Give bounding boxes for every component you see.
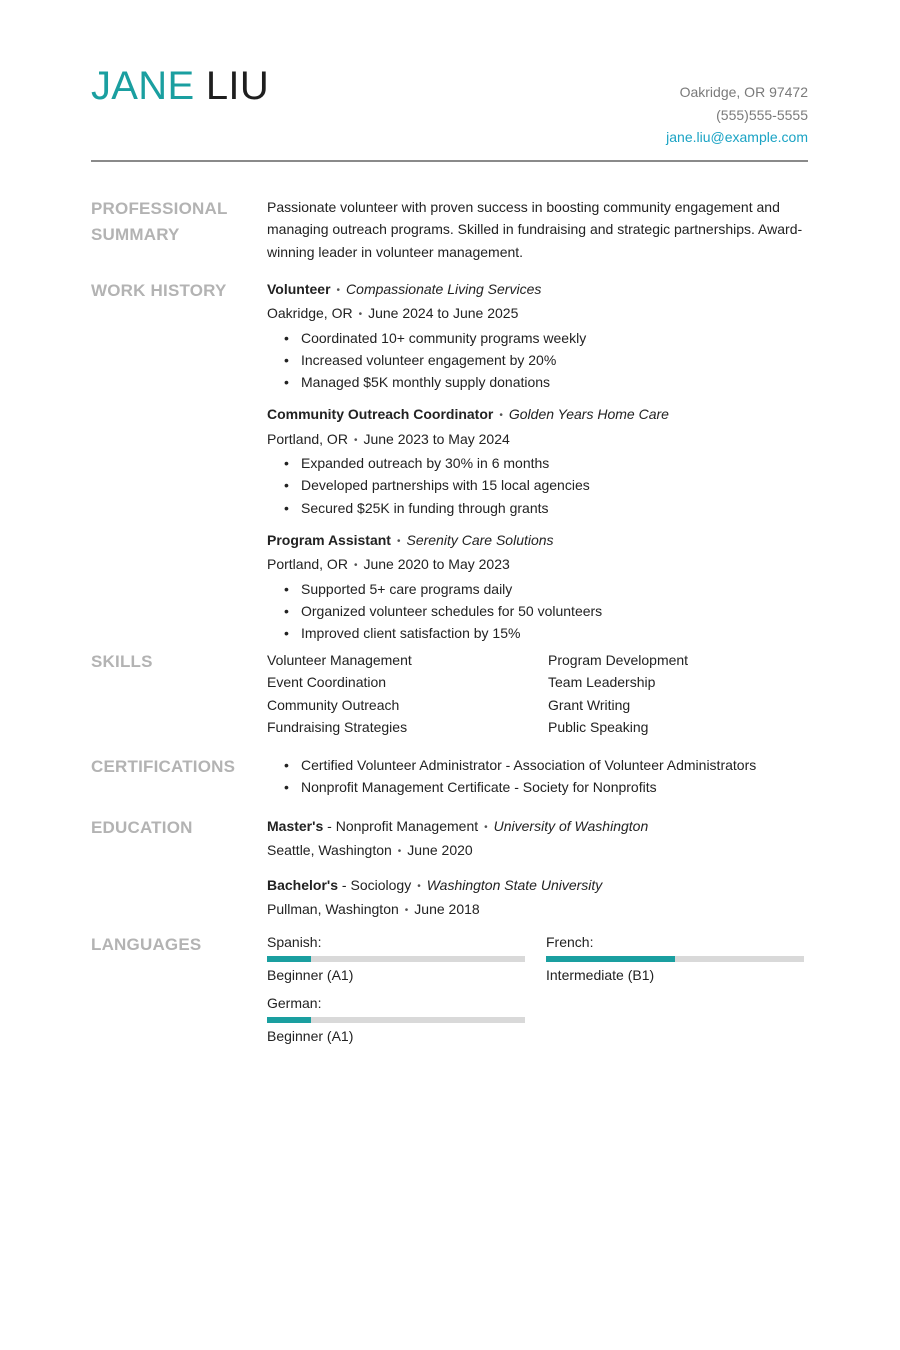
- phone: (555)555-5555: [716, 106, 808, 123]
- job-location: Oakridge, OR: [267, 305, 353, 322]
- job-bullet: • Expanded outreach by 30% in 6 months: [301, 452, 812, 474]
- graduation-date: June 2020: [407, 842, 473, 859]
- job-heading: [267, 529, 812, 553]
- contact-info: [666, 81, 808, 149]
- company-name: Serenity Care Solutions: [406, 531, 554, 548]
- job-bullets: [267, 452, 812, 519]
- job-dates: June 2023 to May 2024: [363, 430, 510, 447]
- graduation-date: June 2018: [414, 900, 480, 917]
- job-bullet: • Developed partnerships with 15 local agencies: [301, 474, 812, 496]
- degree: Master's: [267, 818, 324, 834]
- language-level: Beginner (A1): [267, 967, 354, 983]
- job-title: Community Outreach Coordinator: [267, 406, 494, 423]
- language-proficiency-bar: [546, 956, 804, 962]
- address: Oakridge, OR 97472: [679, 84, 808, 100]
- job-bullet: • Managed $5K monthly supply donations: [301, 371, 812, 393]
- language-proficiency-bar: [267, 956, 525, 962]
- language-name: German:: [267, 995, 322, 1011]
- education-body: [267, 815, 812, 932]
- candidate-name: [91, 64, 269, 108]
- language-name: French:: [546, 934, 594, 950]
- language-entry: [267, 993, 546, 1047]
- job-entry: [267, 529, 812, 644]
- job-bullets: [267, 327, 812, 394]
- languages-body: [267, 932, 812, 1047]
- job-bullet: • Supported 5+ care programs daily: [301, 578, 812, 600]
- certification-item: • Certified Volunteer Administrator - Association of Volunteer Administrators: [301, 754, 812, 776]
- first-name: JANE: [91, 64, 195, 108]
- education-meta: [267, 839, 812, 863]
- skill-item: Team Leadership: [548, 674, 656, 691]
- language-proficiency-fill: [267, 1017, 311, 1023]
- education-meta: [267, 898, 812, 922]
- job-dates: June 2020 to May 2023: [363, 556, 510, 573]
- section-title-education: EDUCATION: [91, 818, 193, 837]
- job-bullet: • Organized volunteer schedules for 50 volunteers: [301, 600, 812, 622]
- skills-body: [267, 649, 812, 738]
- resume-page: [91, 0, 808, 1044]
- job-bullet: • Secured $25K in funding through grants: [301, 497, 812, 519]
- separator-dot: •: [404, 904, 409, 916]
- languages-grid: [267, 932, 812, 1047]
- separator-dot: •: [353, 434, 358, 446]
- job-meta: [267, 302, 812, 326]
- skill-item: Grant Writing: [548, 696, 631, 713]
- job-bullet: • Increased volunteer engagement by 20%: [301, 349, 812, 371]
- school-name: University of Washington: [493, 818, 649, 834]
- summary-text: Passionate volunteer with proven success in boosting community engagement and managing outreach programs. Skilled in fundraising and strategic partnerships. Award-winning leader in volunteer management.: [267, 199, 803, 260]
- section-title-work-history: WORK HISTORY: [91, 281, 227, 300]
- section-title-languages: LANGUAGES: [91, 935, 202, 954]
- education-heading: Bachelor's - Sociology • Washington State University: [267, 876, 603, 893]
- language-proficiency-bar: [267, 1017, 525, 1023]
- section-title-skills: SKILLS: [91, 652, 153, 671]
- certifications-list: [267, 754, 812, 799]
- company-name: Compassionate Living Services: [346, 281, 542, 297]
- separator-dot: •: [353, 560, 358, 572]
- school-name: Washington State University: [426, 876, 603, 893]
- skill-item: Community Outreach: [267, 696, 400, 713]
- skill-item: Program Development: [548, 652, 689, 668]
- education-entry: [267, 874, 812, 923]
- field-of-study: Nonprofit Management: [335, 818, 479, 834]
- field-of-study: Sociology: [350, 876, 412, 893]
- work-history-body: [267, 278, 812, 654]
- job-meta: [267, 428, 812, 452]
- language-level: Beginner (A1): [267, 1028, 354, 1044]
- job-entry: [267, 403, 812, 518]
- separator-dot: •: [499, 410, 503, 422]
- separator-dot: •: [396, 535, 401, 547]
- language-name: Spanish:: [267, 934, 322, 950]
- job-heading: [267, 403, 812, 427]
- school-location: Pullman, Washington: [267, 900, 399, 917]
- language-entry: [546, 932, 808, 986]
- job-title: Program Assistant: [267, 531, 391, 548]
- separator-dot: •: [358, 309, 363, 321]
- job-dates: June 2024 to June 2025: [368, 305, 519, 322]
- separator-dot: •: [336, 285, 341, 296]
- certifications-body: [267, 754, 812, 799]
- job-meta: [267, 553, 812, 577]
- language-entry: [267, 932, 546, 986]
- job-title: Volunteer: [267, 281, 331, 297]
- last-name: LIU: [205, 64, 270, 108]
- separator-dot: •: [417, 880, 421, 892]
- job-heading: [267, 278, 812, 302]
- skill-item: Fundraising Strategies: [267, 718, 408, 735]
- section-title-certifications: CERTIFICATIONS: [91, 757, 236, 776]
- education-entry: [267, 815, 812, 864]
- job-location: Portland, OR: [267, 430, 348, 447]
- resume-header: [91, 0, 808, 162]
- certification-item: • Nonprofit Management Certificate - Society for Nonprofits: [301, 776, 812, 798]
- skill-item: Public Speaking: [548, 718, 649, 735]
- job-bullets: [267, 578, 812, 645]
- job-location: Portland, OR: [267, 556, 348, 573]
- language-level: Intermediate (B1): [546, 967, 655, 983]
- skills-grid: [267, 649, 812, 738]
- separator-dot: •: [484, 822, 488, 833]
- language-proficiency-fill: [267, 956, 311, 962]
- job-bullet: • Coordinated 10+ community programs weekly: [301, 327, 812, 349]
- job-entry: [267, 278, 812, 393]
- degree: Bachelor's: [267, 876, 339, 893]
- school-location: Seattle, Washington: [267, 842, 392, 859]
- separator-dot: •: [397, 846, 402, 858]
- job-bullet: • Improved client satisfaction by 15%: [301, 622, 812, 644]
- email-link[interactable]: jane.liu@example.com: [666, 129, 808, 145]
- language-proficiency-fill: [546, 956, 675, 962]
- education-heading: Master's - Nonprofit Management • University of Washington: [267, 818, 649, 834]
- skill-item: Event Coordination: [267, 674, 387, 691]
- section-title-summary: PROFESSIONAL SUMMARY: [91, 199, 228, 244]
- skill-item: Volunteer Management: [267, 652, 412, 668]
- company-name: Golden Years Home Care: [508, 406, 669, 423]
